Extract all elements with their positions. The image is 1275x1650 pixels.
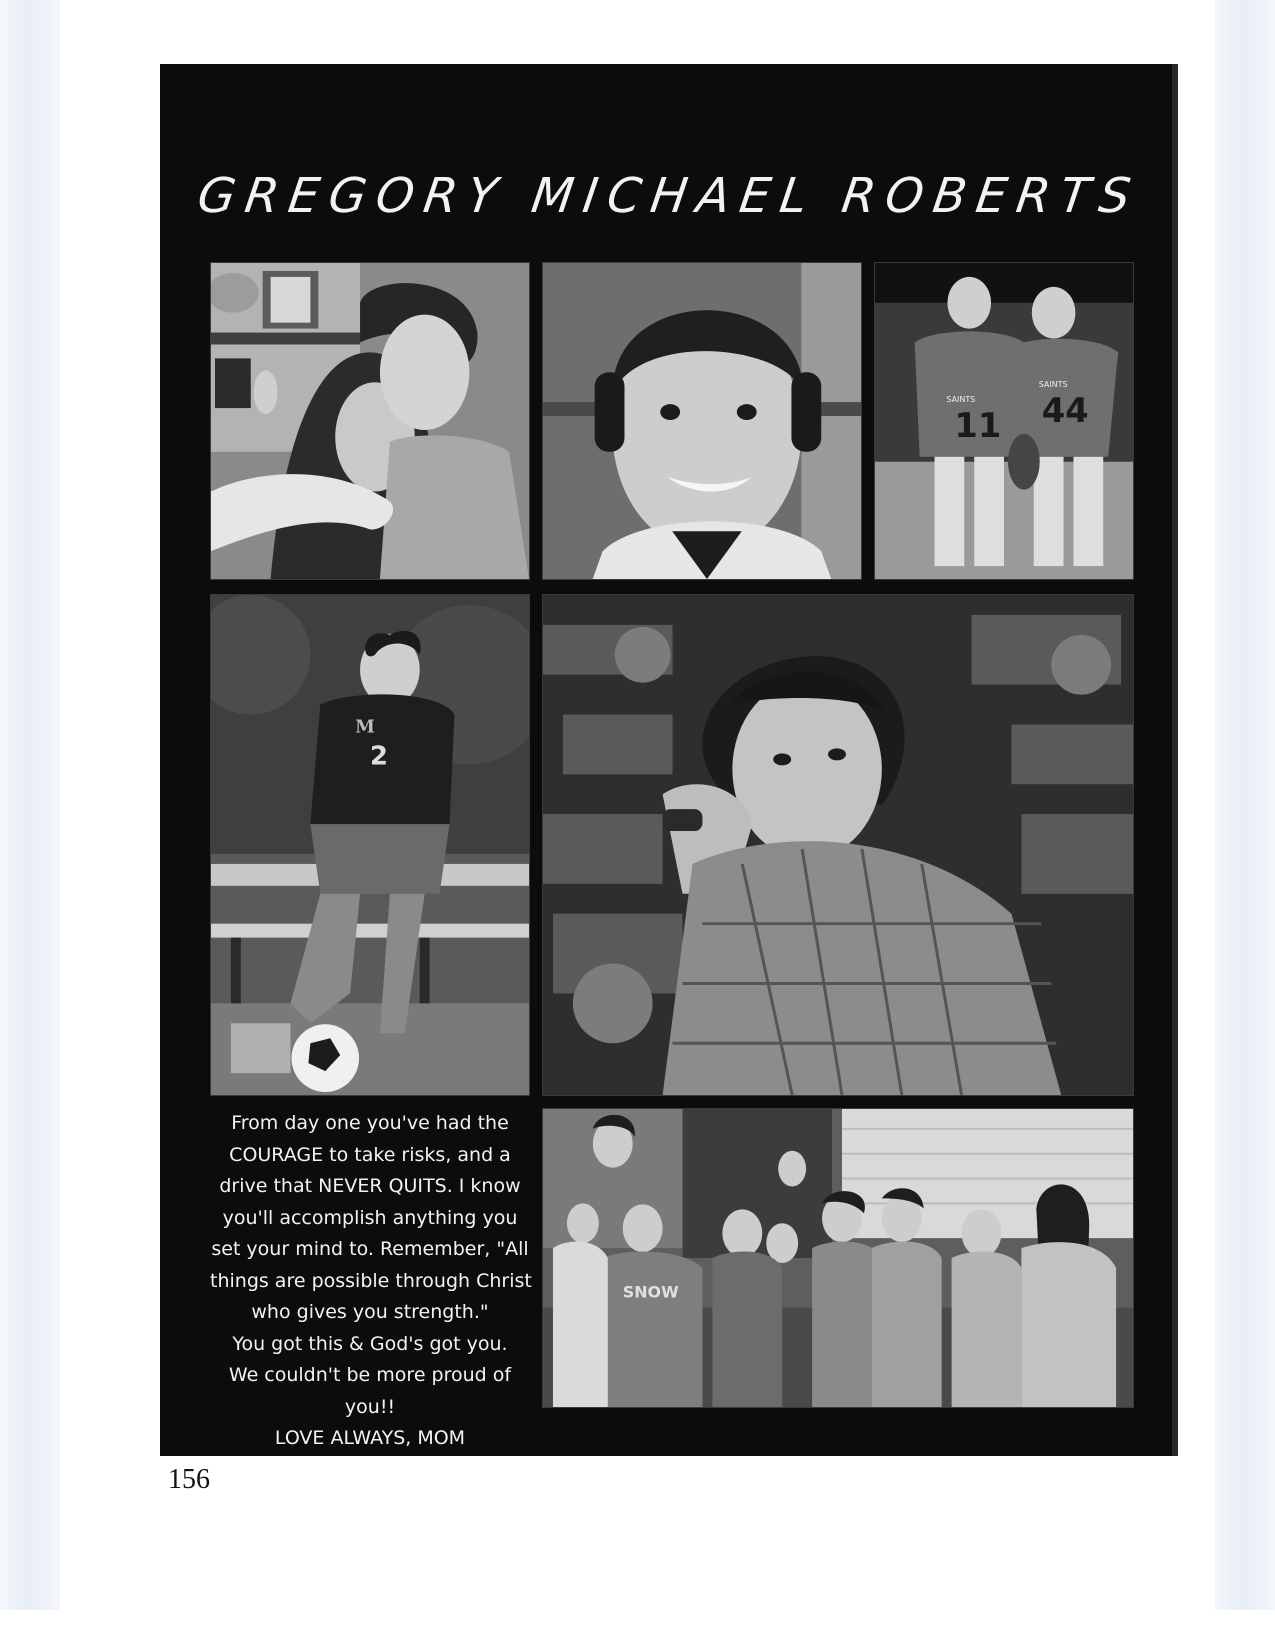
jersey-number-left: 11 [954, 405, 1002, 445]
message-line: You got this & God's got you. [232, 1332, 508, 1355]
parent-message [210, 1108, 530, 1455]
message-line: We couldn't be more proud of [228, 1364, 512, 1386]
message-line: From day one you've had the [231, 1112, 509, 1134]
page-number: 156 [168, 1464, 210, 1495]
message-line: COURAGE to take risks, and a [229, 1143, 511, 1166]
message-line: set your mind to. Remember, "All [211, 1238, 529, 1260]
photo-senior-portrait [542, 594, 1134, 1096]
jersey-number-right: 44 [1041, 390, 1089, 430]
photo-family-group [542, 1108, 1134, 1408]
jersey-text-left: SAINTS [946, 395, 976, 405]
soccer-jersey-number: 2 [370, 741, 388, 772]
message-line: you'll accomplish anything you [222, 1206, 518, 1229]
message-line: things are possible through Christ [210, 1269, 532, 1292]
photo-soccer-action [210, 594, 530, 1096]
scan-edge-left [0, 0, 60, 1610]
photo-football-senior-night [874, 262, 1134, 580]
scan-edge-right [1215, 0, 1275, 1610]
message-signature: LOVE ALWAYS, MOM [274, 1427, 466, 1449]
ad-title: GREGORY MICHAEL ROBERTS [194, 168, 1144, 224]
message-line: drive that NEVER QUITS. I know [219, 1175, 521, 1197]
photo-mother-and-son [210, 262, 530, 580]
family-shirt-text: SNOW [622, 1282, 679, 1302]
jersey-text-right: SAINTS [1038, 380, 1068, 390]
soccer-jersey-letter: M [355, 716, 375, 738]
message-line: you!! [344, 1395, 396, 1418]
message-line: who gives you strength." [251, 1301, 489, 1323]
yearbook-ad-panel [160, 64, 1178, 1456]
photo-child-with-headphones [542, 262, 862, 580]
